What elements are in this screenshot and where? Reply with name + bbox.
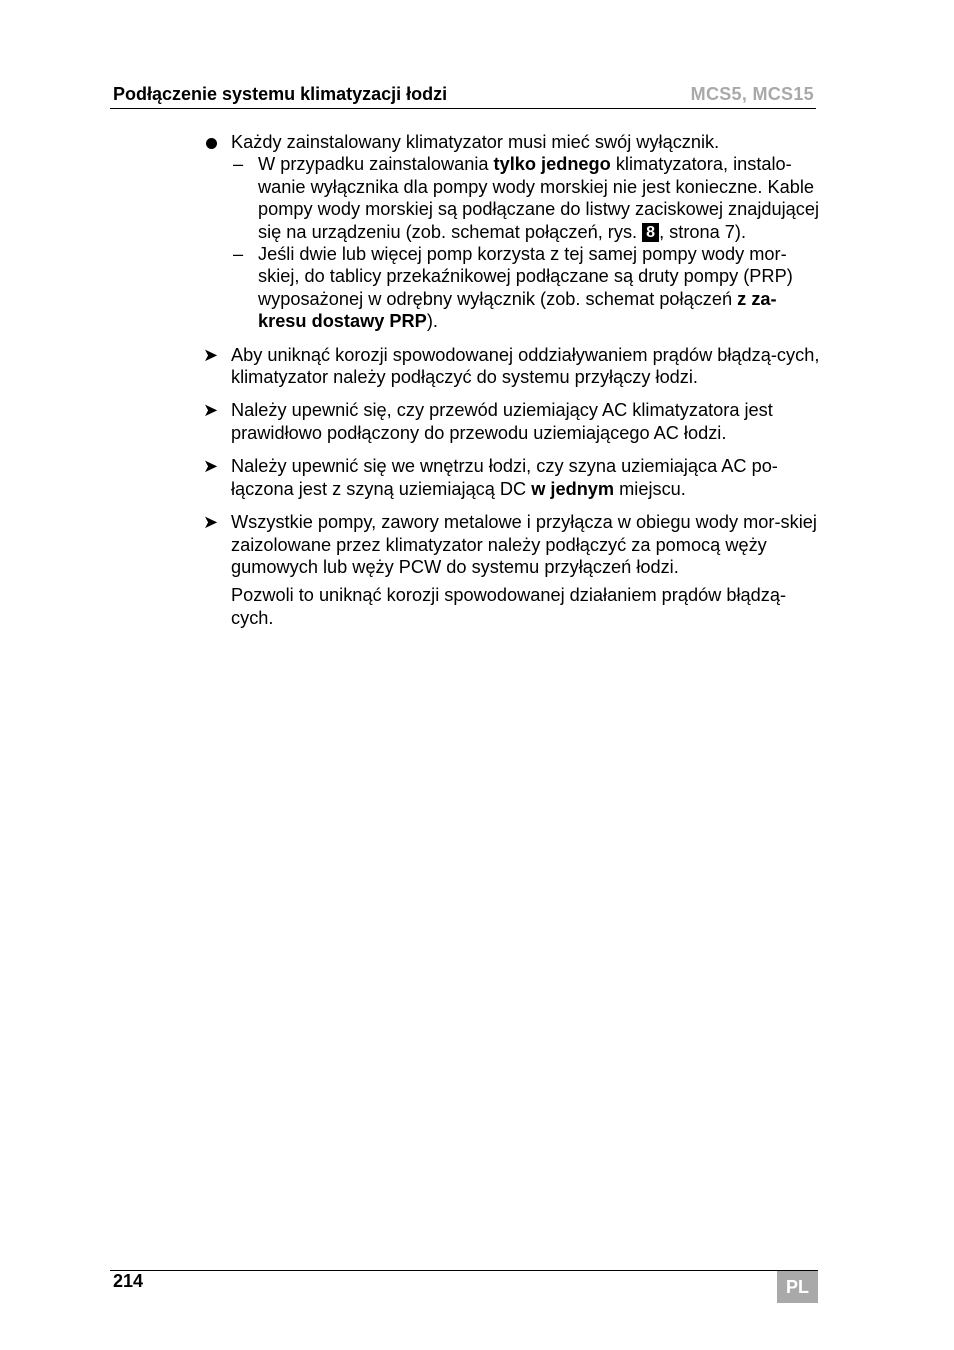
instruction-text: Należy upewnić się, czy przewód uziemiający AC klimatyzatora jest prawidłowo podłączony do przewodu uziemiającego AC łodzi. (231, 400, 773, 443)
footer-rule (110, 1270, 818, 1271)
bullet-dot-icon (206, 138, 217, 149)
emphasis-text: w jednym (531, 478, 615, 499)
dash-marker: – (233, 154, 244, 175)
emphasis-text: z za-kresu dostawy PRP (258, 288, 777, 332)
arrow-icon: ➤ (203, 456, 219, 477)
subitem-text: W przypadku zainstalowania tylko jednego klimatyzatora, instalo-wanie wyłącznika dla pompy wody morskiej nie jest konieczne. Kable pompy wody morskiej są podłączane do listwy zaciskowej znajdującej się na urządzeniu (zob. schemat połączeń, rys. 8 , strona 7). (258, 154, 820, 242)
emphasis-text: tylko jednego (493, 154, 611, 175)
page-number: 214 (113, 1271, 144, 1291)
instruction-text: Należy upewnić się we wnętrzu łodzi, czy szyna uziemiająca AC po-łączona jest z szyną uziemiającą DC w jednym miejscu. (231, 456, 778, 499)
arrow-icon: ➤ (203, 400, 219, 421)
model-name: MCS5, MCS15 (690, 84, 814, 104)
instruction-note: Pozwoli to uniknąć korozji spowodowanej działaniem prądów błądzą-cych. (231, 585, 787, 628)
instruction-text: Aby uniknąć korozji spowodowanej oddziaływaniem prądów błądzą-cych, klimatyzator należy podłączyć do systemu przyłączy łodzi. (231, 344, 820, 388)
instruction-item (200, 399, 820, 444)
instruction-item (200, 344, 820, 389)
bullet-text: Każdy zainstalowany klimatyzator musi mieć swój wyłącznik. (231, 132, 720, 152)
dash-subitem (231, 153, 820, 243)
instruction-text: Wszystkie pompy, zawory metalowe i przyłącza w obiegu wody mor-skiej zaizolowane przez klimatyzator należy podłączyć za pomocą węży gumowych lub węży PCW do systemu przyłączeń łodzi. (231, 512, 817, 577)
subitem-text: Jeśli dwie lub więcej pomp korzysta z tej samej pompy wody mor-skiej, do tablicy przekaźnikowej podłączane są druty pompy (PRP) wyposażonej w odrębny wyłącznik (zob. schemat połączeń z za-kresu dostawy PRP). (258, 244, 793, 332)
main-content (200, 131, 820, 640)
dash-subitem (231, 243, 820, 333)
bullet-item (200, 131, 820, 333)
arrow-icon: ➤ (203, 344, 219, 365)
figure-reference: 8 (642, 223, 659, 242)
arrow-icon: ➤ (203, 512, 219, 533)
instruction-item (200, 455, 820, 500)
page-header (110, 84, 816, 109)
instruction-item (200, 511, 820, 629)
section-title: Podłączenie systemu klimatyzacji łodzi (113, 84, 448, 104)
language-badge: PL (777, 1271, 818, 1303)
dash-marker: – (233, 244, 244, 265)
